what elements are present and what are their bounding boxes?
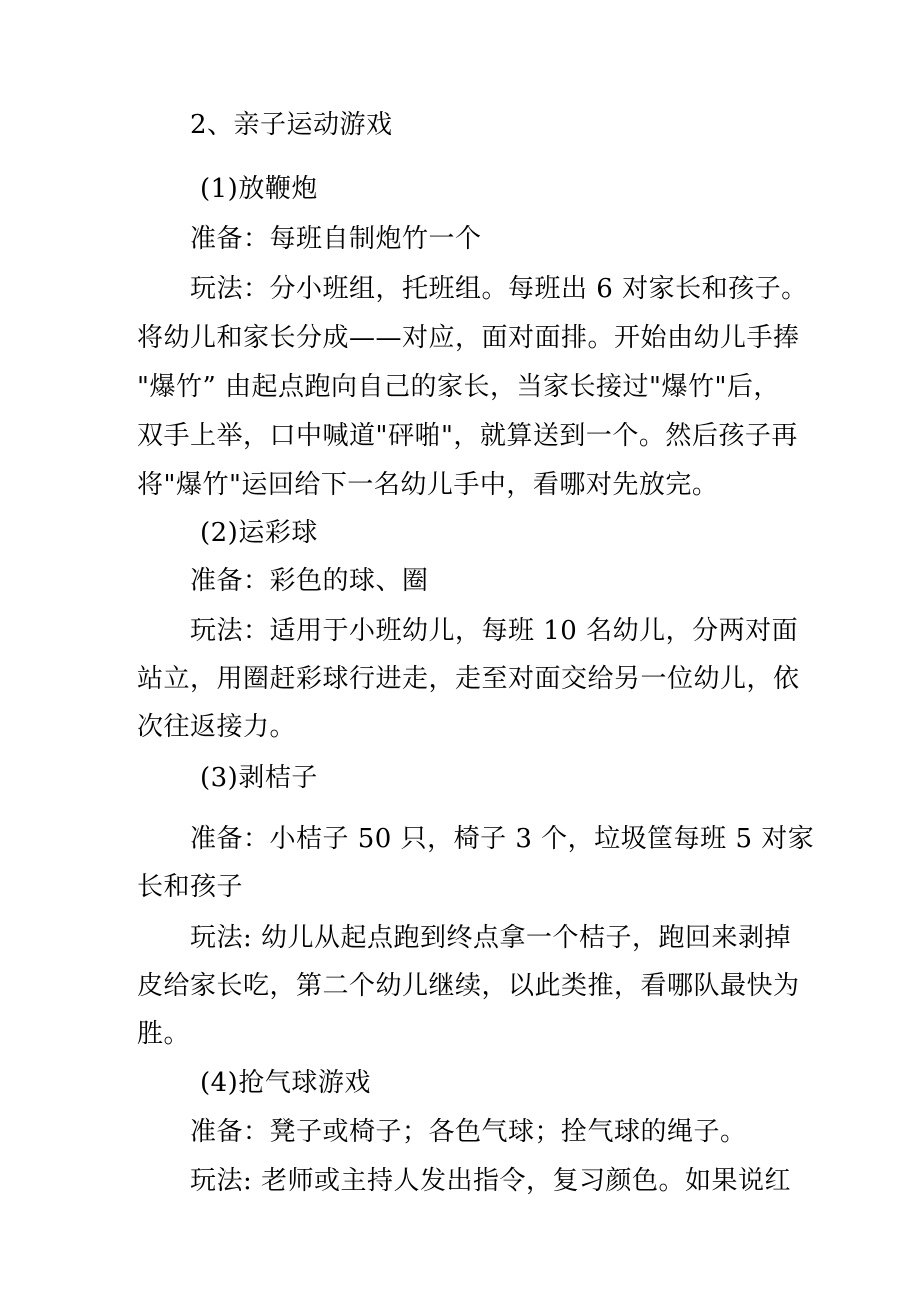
game-2-play-line: 玩法：适用于小班幼儿，每班 10 名幼儿，分两对面	[190, 616, 799, 646]
section-title: 2、亲子运动游戏	[190, 110, 393, 140]
game-1-play-line: 将"爆竹"运回给下一名幼儿手中，看哪对先放完。	[137, 470, 719, 500]
game-3-play-line: 玩法: 幼儿从起点跑到终点拿一个桔子，跑回来剥掉	[190, 923, 792, 953]
game-2-prep: 准备：彩色的球、圈	[190, 566, 429, 596]
game-2-title: (2)运彩球	[200, 518, 318, 548]
game-1-play-line: 玩法：分小班组，托班组。每班出 6 对家长和孩子。	[190, 274, 808, 304]
game-3-title: (3)剥桔子	[200, 763, 318, 793]
game-4-prep: 准备：凳子或椅子；各色气球；拴气球的绳子。	[190, 1117, 747, 1147]
game-3-prep-line: 准备：小桔子 50 只，椅子 3 个，垃圾筐每班 5 对家	[190, 824, 815, 854]
game-1-play-line: "爆竹” 由起点跑向自己的家长，当家长接过"爆竹"后，	[137, 372, 780, 402]
game-2-play-line: 次往返接力。	[137, 712, 297, 742]
game-1-prep: 准备：每班自制炮竹一个	[190, 224, 482, 254]
game-3-play-line: 皮给家长吃，第二个幼儿继续，以此类推，看哪队最快为	[137, 971, 800, 1001]
game-1-play-line: 双手上举，口中喊道"砰啪"，就算送到一个。然后孩子再	[137, 421, 798, 451]
game-3-play-line: 胜。	[137, 1019, 191, 1049]
game-4-title: (4)抢气球游戏	[200, 1068, 371, 1098]
game-3-prep-line: 长和孩子	[137, 872, 244, 902]
game-4-play-line: 玩法: 老师或主持人发出指令，复习颜色。如果说红	[190, 1166, 792, 1196]
game-1-title: (1)放鞭炮	[200, 174, 318, 204]
game-1-play-line: 将幼儿和家长分成——对应，面对面排。开始由幼儿手捧	[137, 323, 800, 353]
game-2-play-line: 站立，用圈赶彩球行进走，走至对面交给另一位幼儿，依	[137, 664, 800, 694]
